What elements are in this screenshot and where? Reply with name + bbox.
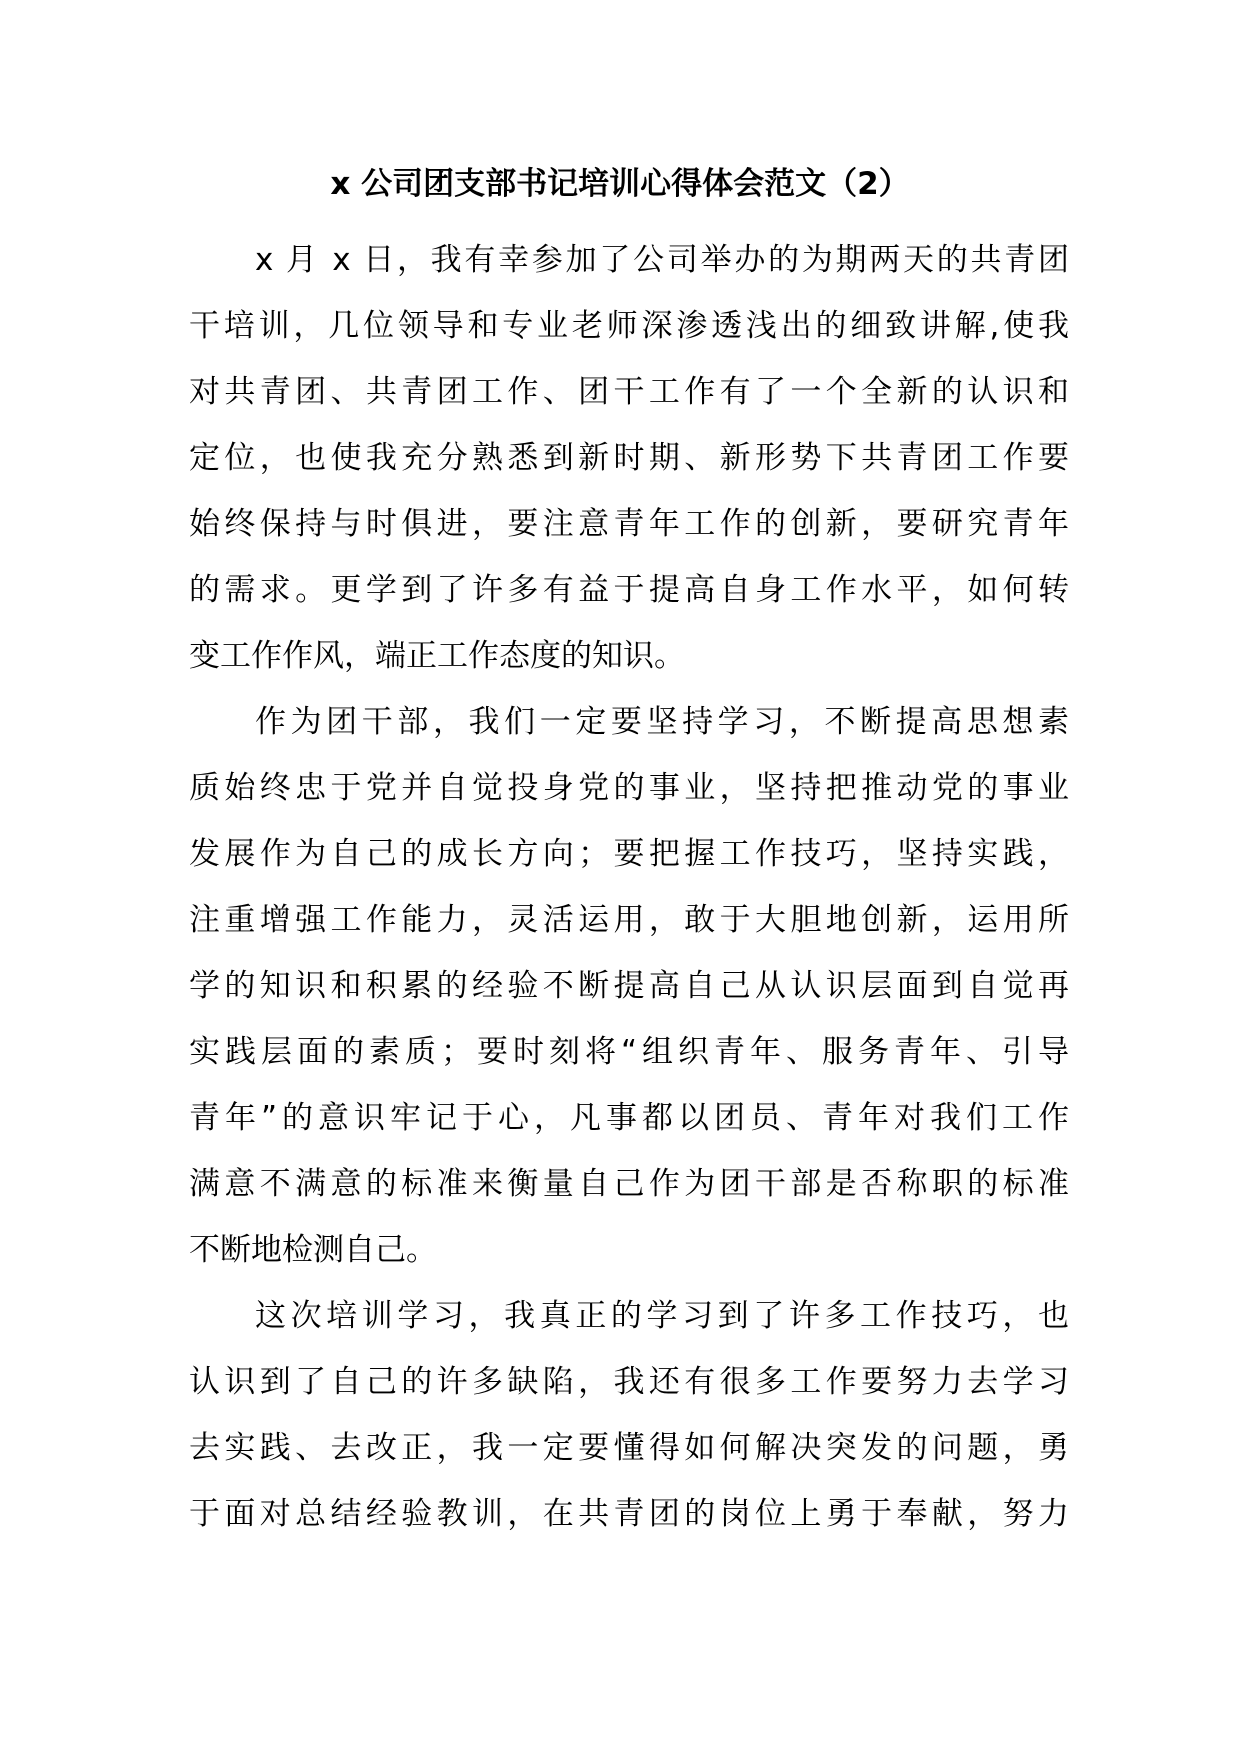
text-line: 这次培训学习，我真正的学习到了许多工作技巧，也 [255, 1298, 1069, 1334]
text-line: 干培训，几位领导和专业老师深渗透浅出的细致讲解,使我 [189, 308, 1069, 344]
text-line: 青年”的意识牢记于心，凡事都以团员、青年对我们工作 [189, 1100, 1069, 1136]
text-line: 学的知识和积累的经验不断提高自己从认识层面到自觉再 [189, 968, 1069, 1004]
paragraph-3 [189, 1283, 1069, 1547]
text-line: 实践层面的素质；要时刻将“组织青年、服务青年、引导 [189, 1034, 1069, 1070]
text-line: 作为团干部，我们一定要坚持学习，不断提高思想素 [255, 704, 1069, 740]
text-line: 认识到了自己的许多缺陷，我还有很多工作要努力去学习 [189, 1364, 1069, 1400]
document-body [189, 227, 1069, 1547]
text-line: 始终保持与时俱进，要注意青年工作的创新，要研究青年 [189, 506, 1069, 542]
paragraph-1 [189, 227, 1069, 689]
text-line: 发展作为自己的成长方向；要把握工作技巧，坚持实践， [189, 836, 1069, 872]
text-line: 不断地检测自己。 [189, 1232, 437, 1268]
text-line: 对共青团、共青团工作、团干工作有了一个全新的认识和 [189, 374, 1069, 410]
text-line: 注重增强工作能力，灵活运用，敢于大胆地创新，运用所 [189, 902, 1069, 938]
text-line: 变工作作风，端正工作态度的知识。 [189, 638, 685, 674]
text-line: 的需求。更学到了许多有益于提高自身工作水平，如何转 [189, 572, 1069, 608]
text-line: 质始终忠于党并自觉投身党的事业，坚持把推动党的事业 [189, 770, 1069, 806]
document-title: x 公司团支部书记培训心得体会范文（2） [330, 166, 910, 202]
text-line: 定位，也使我充分熟悉到新时期、新形势下共青团工作要 [189, 440, 1069, 476]
text-line: 满意不满意的标准来衡量自己作为团干部是否称职的标准 [189, 1166, 1069, 1202]
paragraph-2 [189, 689, 1069, 1283]
text-line: x 月 x 日，我有幸参加了公司举办的为期两天的共青团 [255, 242, 1069, 278]
text-line: 于面对总结经验教训，在共青团的岗位上勇于奉献，努力 [189, 1496, 1069, 1532]
text-line: 去实践、去改正，我一定要懂得如何解决突发的问题，勇 [189, 1430, 1069, 1466]
